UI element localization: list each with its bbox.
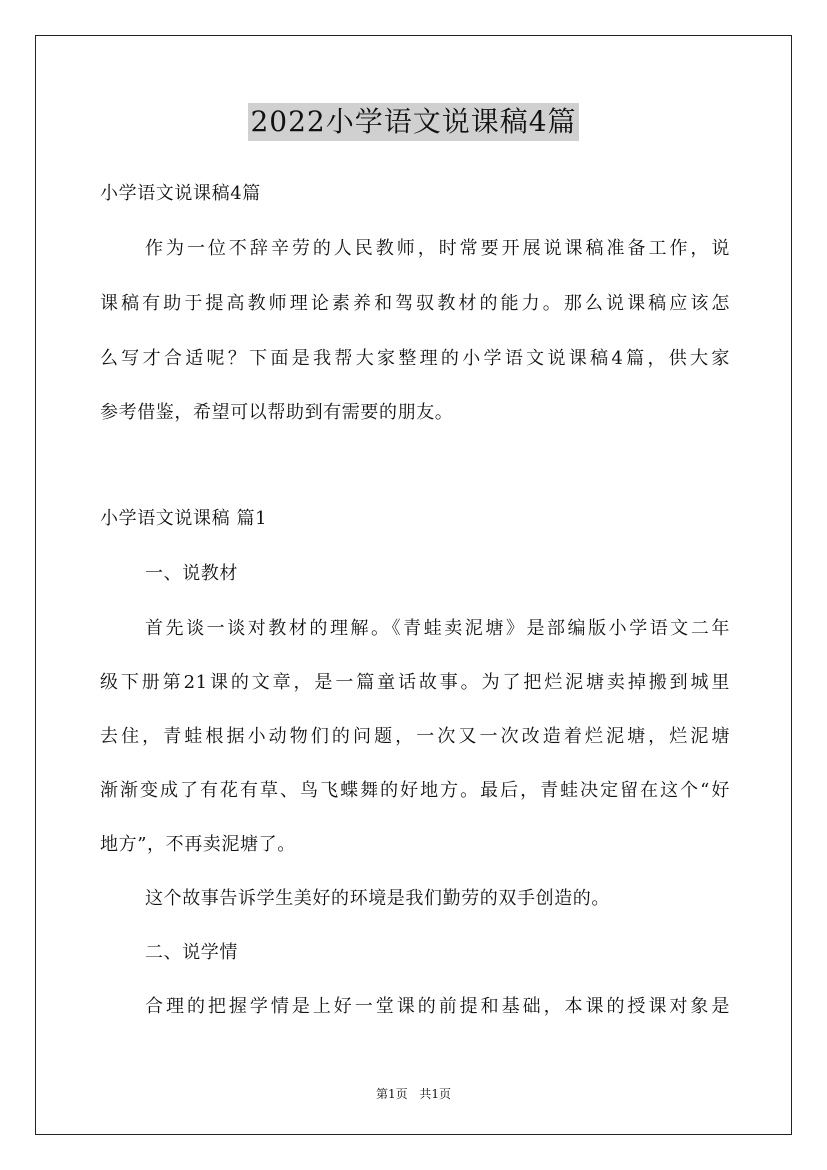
intro-line: 作为一位不辞辛劳的人民教师，时常要开展说课稿准备工作，说 [145,238,730,259]
paragraph-line: 地方”，不再卖泥塘了。 [100,834,296,855]
section-heading: 小学语文说课稿 篇1 [100,508,268,529]
paragraph-line: 去住，青蛙根据小动物们的问题，一次又一次改造着烂泥塘，烂泥塘 [100,726,730,747]
intro-line: 课稿有助于提高教师理论素养和驾驭教材的能力。那么说课稿应该怎 [100,293,730,314]
summary-line: 这个故事告诉学生美好的环境是我们勤劳的双手创造的。 [145,888,610,909]
part1-heading: 一、说教材 [145,563,238,584]
page-total: 共1页 [419,1087,452,1101]
paragraph-line: 合理的把握学情是上好一堂课的前提和基础，本课的授课对象是 [145,996,730,1017]
part2-heading: 二、说学情 [145,942,238,963]
title-container [0,103,827,141]
intro-line: 么写才合适呢？下面是我帮大家整理的小学语文说课稿4篇，供大家 [100,348,730,369]
paragraph-line: 渐渐变成了有花有草、鸟飞蝶舞的好地方。最后，青蛙决定留在这个“好 [100,780,730,801]
document-subtitle: 小学语文说课稿4篇 [100,183,261,204]
page-footer [0,1085,827,1102]
paragraph-line: 首先谈一谈对教材的理解。《青蛙卖泥塘》是部编版小学语文二年 [145,618,730,639]
intro-line: 参考借鉴，希望可以帮助到有需要的朋友。 [100,402,454,423]
document-title: 2022小学语文说课稿4篇 [248,103,578,141]
page-number: 第1页 [375,1087,408,1101]
paragraph-line: 级下册第21课的文章，是一篇童话故事。为了把烂泥塘卖掉搬到城里 [100,672,730,693]
